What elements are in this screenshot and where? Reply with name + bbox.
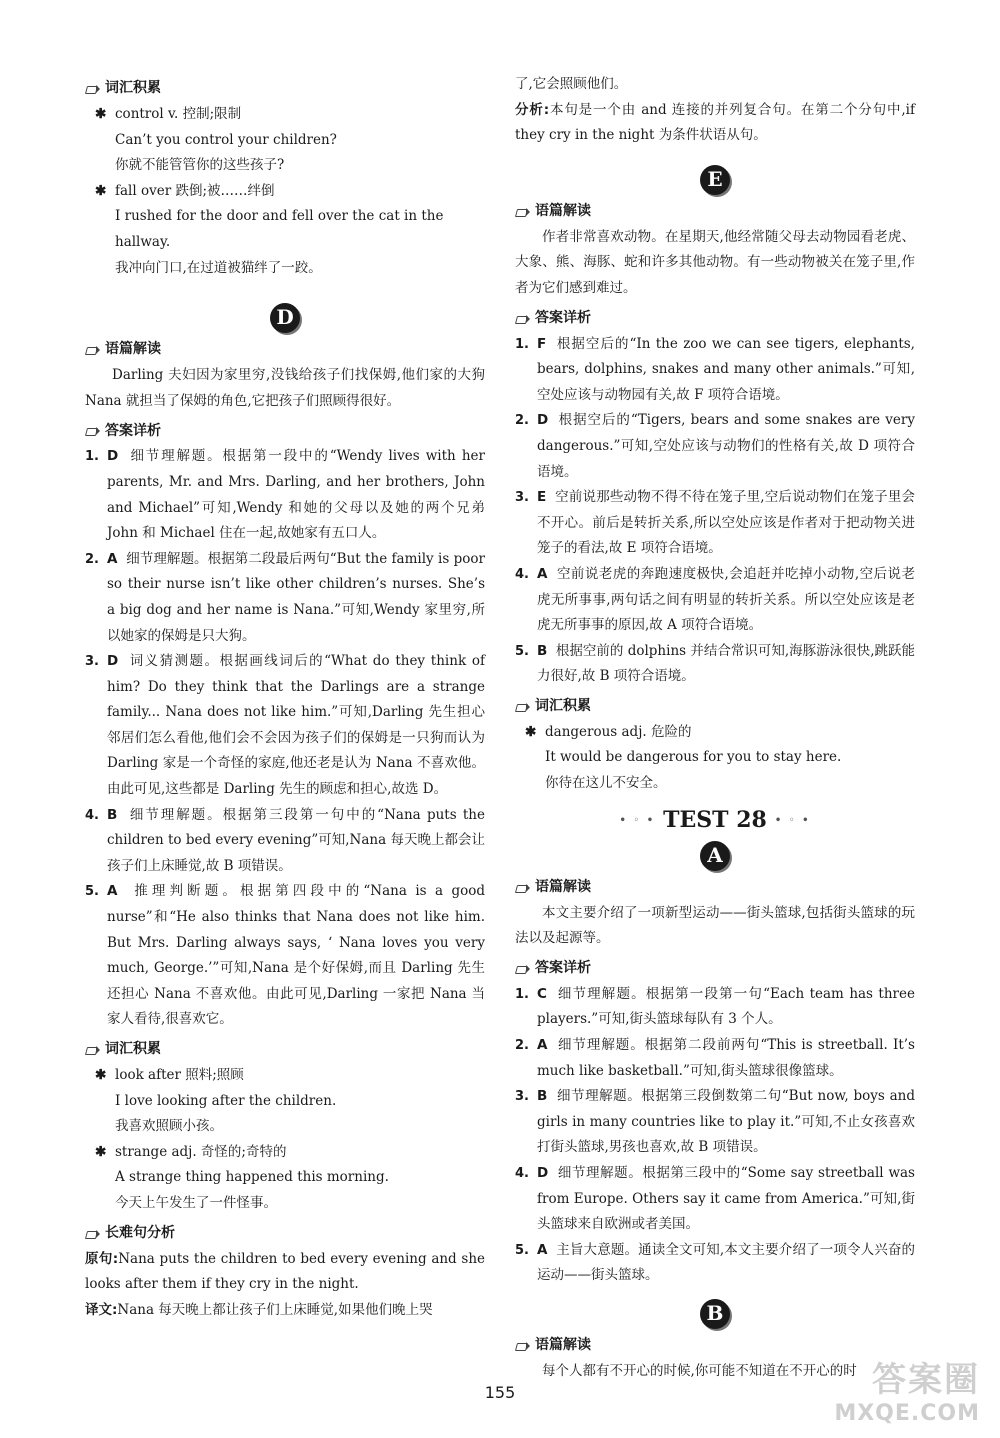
star-icon: ✱ [525,723,537,740]
section-heading: 词汇积累 [515,694,915,720]
pencil-icon [515,701,531,713]
vocab-block [85,102,485,281]
answer-item: 4. D 细节理解题。根据第三段中的“Some say streetball was from Europe. Others say it came from America.”可知,街头篮球来自欧洲或者美国。 [515,1165,915,1233]
pencil-icon [85,425,101,437]
example-en: Can’t you control your children? [115,131,337,148]
reading-text: 作者非常喜欢动物。在星期天,他经常随父母去动物园看老虎、大象、熊、海豚、蛇和许多其他动物。有一些动物被关在笼子里,作者为它们感到难过。 [515,228,915,296]
section-heading: 语篇解读 [515,199,915,225]
pencil-icon [85,83,101,95]
answer-item: 2. D 根据空后的“Tigers, bears and some snakes are very dangerous.”可知,空处应该与动物们的性格有关,故 D 项符合语境。 [515,412,915,480]
example-cn: 你就不能管管你的这些孩子? [115,157,285,174]
example-en: I rushed for the door and fell over the cat in the hallway. [115,208,444,250]
pencil-icon [515,963,531,975]
pencil-icon [85,344,101,356]
decor-dots-icon: • ◦ • [774,814,811,826]
answer-item: 5. A 推理判断题。根据第四段中的“Nana is a good nurse”和“He also thinks that Nana does not like him. But Mrs. Darling always says, ‘ Nana loves you very much, George.’”可知,Nana 是个好保姆,而且 Darling 先生还担心 Nana 不喜欢他。由此可见,Darling 一家把 Nana 当家人看待,很喜欢它。 [85,883,485,1028]
vocab-head: strange adj. 奇怪的;奇特的 [115,1143,287,1160]
answer-item: 1. D 细节理解题。根据第一段中的“Wendy lives with her parents, Mr. and Mrs. Darling, and her brothers, John and Michael”可知,Wendy 和她的父母以及她的两个兄弟 John 和 Michael 住在一起,故她家有五口人。 [85,448,486,542]
example-cn: 我冲向门口,在过道被猫绊了一跤。 [115,259,322,276]
left-column [85,72,485,1323]
section-heading: 答案详析 [85,418,485,444]
reading-text: 本文主要介绍了一项新型运动——街头篮球,包括街头篮球的玩法以及起源等。 [515,904,915,947]
decor-dots-icon: • ◦ • [619,814,656,826]
vocab-block [85,1063,485,1217]
example-cn: 你待在这儿不安全。 [545,775,667,792]
passage-badge-b: B [700,1299,730,1329]
answer-item: 2. A 细节理解题。根据第二段最后两句“But the family is poor so their nurse isn’t like other children’s nurses. She’s a big dog and her name is Nana.”可知,Wendy 家里穷,所以她家的保姆是只大狗。 [85,550,485,644]
original-sentence: 原句:Nana puts the children to bed every evening and she looks after them if they cry in the night. [85,1250,486,1293]
analysis-text: 分析:本句是一个由 and 连接的并列复合句。在第二个分句中,if they cry in the night 为条件状语从句。 [515,101,915,144]
example-cn: 今天上午发生了一件怪事。 [115,1194,277,1211]
passage-badge-d: D [270,303,300,333]
pencil-icon [515,313,531,325]
section-heading: 答案详析 [515,306,915,332]
passage-badge-a: A [700,841,730,871]
example-en: A strange thing happened this morning. [115,1169,389,1186]
section-heading: 词汇积累 [85,1037,485,1063]
pencil-icon [85,1044,101,1056]
example-en: It would be dangerous for you to stay here. [545,749,842,766]
continued-text: 了,它会照顾他们。 [515,76,628,92]
answer-list [515,982,915,1289]
passage-badge-e: E [700,165,730,195]
section-heading: 语篇解读 [515,875,915,901]
pencil-icon [515,206,531,218]
section-heading: 长难句分析 [85,1221,485,1247]
vocab-head: control v. 控制;限制 [115,106,242,122]
reading-text: 每个人都有不开心的时候,你可能不知道在不开心的时 [542,1362,857,1379]
example-en: I love looking after the children. [115,1092,337,1109]
answer-item: 1. C 细节理解题。根据第一段第一句“Each team has three players.”可知,街头篮球每队有 3 个人。 [515,985,915,1028]
translation-sentence: 译文:Nana 每天晚上都让孩子们上床睡觉,如果他们晚上哭 [85,1301,433,1318]
answer-item: 4. A 空前说老虎的奔跑速度极快,会追赶并吃掉小动物,空后说老虎无所事事,两句话之间有明显的转折关系。所以空处应该是老虎无所事事的原因,故 A 项符合语境。 [515,565,915,634]
answer-item: 2. A 细节理解题。根据第二段前两句“This is streetball. It’s much like basketball.”可知,街头篮球很像篮球。 [515,1037,915,1079]
section-heading: 答案详析 [515,956,915,982]
star-icon: ✱ [95,1143,107,1160]
star-icon: ✱ [95,1067,107,1083]
pencil-icon [515,882,531,894]
section-heading: 词汇积累 [85,76,485,102]
answer-item: 4. B 细节理解题。根据第三段第一句中的“Nana puts the children to bed every evening”可知,Nana 每天晚上都会让孩子们上床睡觉,故 B 项错误。 [85,806,485,874]
pencil-icon [515,1340,531,1352]
answer-list [85,444,485,1033]
reading-text: Darling 夫妇因为家里穷,没钱给孩子们找保姆,他们家的大狗 Nana 就担当了保姆的角色,它把孩子们照顾得很好。 [85,367,485,409]
answer-list [515,332,915,690]
example-cn: 我喜欢照顾小孩。 [115,1118,223,1135]
star-icon: ✱ [95,106,107,122]
test-heading: • ◦ • TEST 28 • ◦ • [619,806,811,833]
section-heading: 语篇解读 [85,337,485,363]
vocab-head: fall over 跌倒;被……绊倒 [115,182,275,199]
right-column [515,72,915,1385]
vocab-head: dangerous adj. 危险的 [545,723,692,740]
answer-item: 3. E 空前说那些动物不得不待在笼子里,空后说动物们在笼子里会不开心。前后是转折关系,所以空处应该是作者对于把动物关进笼子的看法,故 E 项符合语境。 [515,489,915,557]
watermark-logo: 答案圈 MXQE.COM [834,1360,980,1426]
answer-item: 1. F 根据空后的“In the zoo we can see tigers, elephants, bears, dolphins, snakes and many other animals.”可知,空处应该与动物园有关,故 F 项符合语境。 [515,335,915,403]
vocab-block [515,720,915,797]
answer-item: 3. B 细节理解题。根据第三段倒数第二句“But now, boys and girls in many countries like to play it.”可知,不止女孩喜欢打街头篮球,男孩也喜欢,故 B 项错误。 [515,1088,915,1156]
pencil-icon [85,1228,101,1240]
answer-item: 5. B 根据空前的 dolphins 并结合常识可知,海豚游泳很快,跳跃能力很好,故 B 项符合语境。 [515,642,915,685]
page-number: 155 [484,1383,516,1402]
star-icon: ✱ [95,182,107,199]
section-heading: 语篇解读 [515,1333,915,1359]
answer-item: 5. A 主旨大意题。通读全文可知,本文主要介绍了一项令人兴奋的运动——街头篮球。 [515,1241,915,1284]
answer-item: 3. D 词义猜测题。根据画线词后的“What do they think of him? Do they think that the Darlings are a strange family... Nana does not like him.”可知,Darling 先生担心邻居们怎么看他,他们会不会因为孩子们的保姆是一只狗而认为 Darling 家是一个奇怪的家庭,他还老是认为 Nana 不喜欢他。由此可见,这些都是 Darling 先生的顾虑和担心,故选 D。 [85,653,485,798]
vocab-head: look after 照料;照顾 [115,1067,244,1083]
